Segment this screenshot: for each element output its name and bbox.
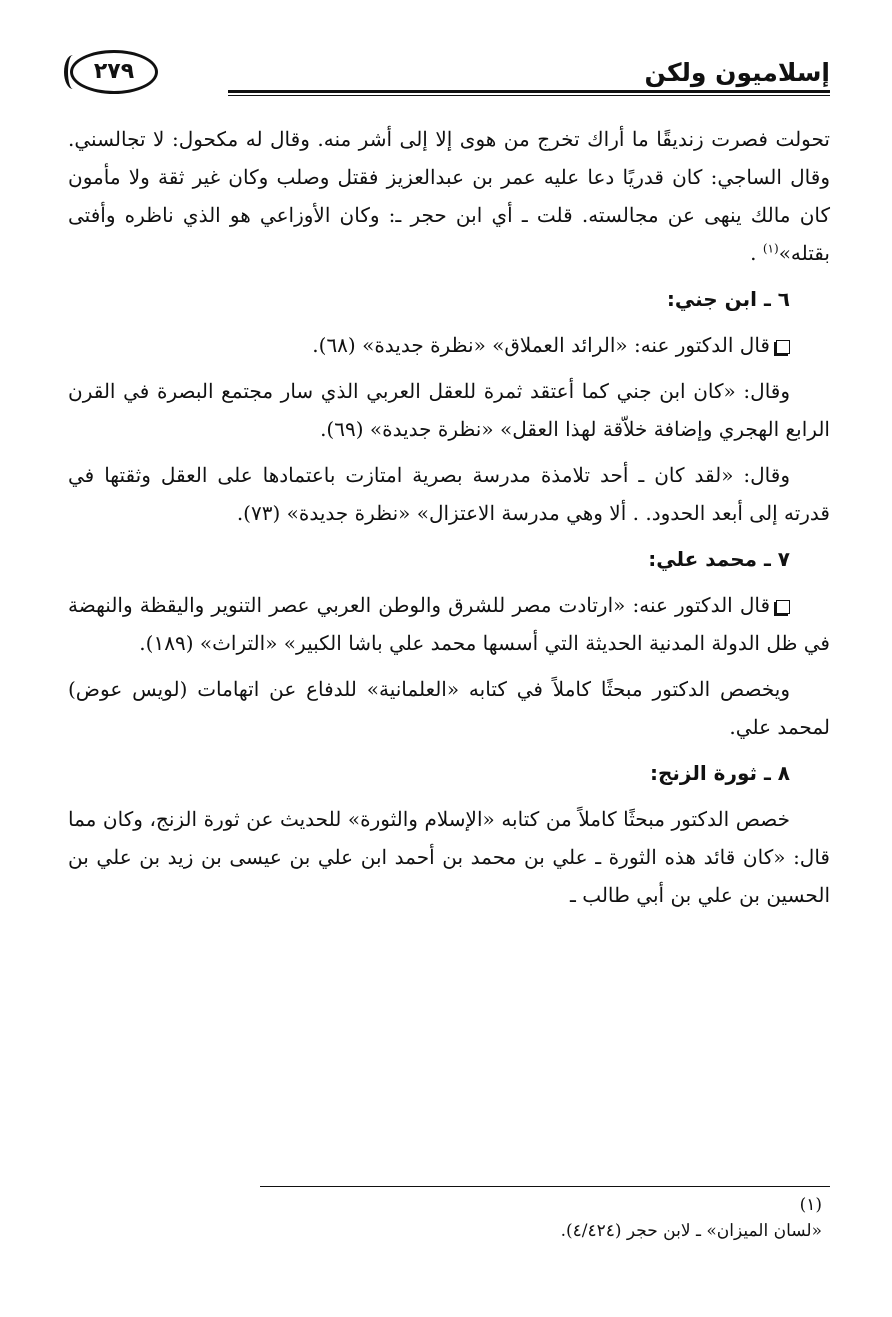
paragraph	[68, 800, 830, 914]
page-header	[70, 46, 830, 96]
section-heading-7: ٧ ـ محمد علي:	[648, 547, 790, 571]
paragraph-text: قال الدكتور عنه: «الرائد العملاق» «نظرة جديدة» (٦٨).	[312, 333, 770, 357]
paragraph	[68, 586, 830, 662]
footnote	[70, 1192, 822, 1244]
paragraph-text: وقال: «لقد كان ـ أحد تلامذة مدرسة بصرية امتازت باعتمادها على العقل وثقتها في قدرته إلى أبعد الحدود. . ألا وهي مدرسة الاعتزال» «نظرة جديدة» (٧٣).	[68, 463, 830, 525]
footnote-text: «لسان الميزان» ـ لابن حجر (٤/٤٢٤).	[560, 1221, 822, 1241]
paragraph	[68, 326, 830, 364]
paragraph	[68, 456, 830, 532]
book-title: إسلاميون ولكن	[644, 58, 830, 87]
paragraph-text: خصص الدكتور مبحثًا كاملاً من كتابه «الإسلام والثورة» للحديث عن ثورة الزنج، وكان مما قال: «كان قائد هذه الثورة ـ علي بن محمد بن أحمد ابن علي بن عيسى بن زيد بن علي بن الحسين بن علي بن أبي طالب ـ	[68, 807, 830, 907]
page-body	[68, 120, 830, 920]
footnote-reference[interactable]: (١)	[762, 241, 779, 256]
section-heading-6: ٦ ـ ابن جني:	[666, 287, 790, 311]
footnote-rule	[260, 1186, 830, 1187]
section-heading-8: ٨ ـ ثورة الزنج:	[649, 761, 790, 785]
paragraph	[68, 670, 830, 746]
paragraph-text: تحولت فصرت زنديقًا ما أراك تخرج من هوى إلا إلى أشر منه. وقال له مكحول: لا تجالسني. وقال الساجي: كان قدريًا دعا عليه عمر بن عبدالعزيز فقتل وصلب وكان غير ثقة ولا مأمون كان مالك ينهى عن مجالسته. قلت ـ أي ابن حجر ـ: وكان الأوزاعي هو الذي ناظره وأفتى بقتله»	[68, 127, 830, 265]
header-rule	[228, 90, 830, 96]
box-bullet-icon	[776, 340, 790, 354]
paragraph-text: قال الدكتور عنه: «ارتادت مصر للشرق والوطن العربي عصر التنوير واليقظة والنهضة في ظل الدولة المدنية الحديثة التي أسسها محمد علي باشا الكبير» «التراث» (١٨٩).	[68, 593, 830, 655]
box-bullet-icon	[776, 600, 790, 614]
paragraph	[68, 372, 830, 448]
page-number: ٢٧٩	[70, 50, 158, 94]
paragraph-text: ويخصص الدكتور مبحثًا كاملاً في كتابه «العلمانية» للدفاع عن اتهامات (لويس عوض) لمحمد علي.	[68, 677, 830, 739]
footnote-number: (١)	[799, 1195, 822, 1215]
paragraph-end: .	[750, 241, 763, 265]
paragraph	[68, 120, 830, 272]
paragraph-text: وقال: «كان ابن جني كما أعتقد ثمرة للعقل العربي الذي سار مجتمع البصرة في القرن الرابع الهجري وإضافة خلاّقة لهذا العقل» «نظرة جديدة» (٦٩).	[68, 379, 830, 441]
